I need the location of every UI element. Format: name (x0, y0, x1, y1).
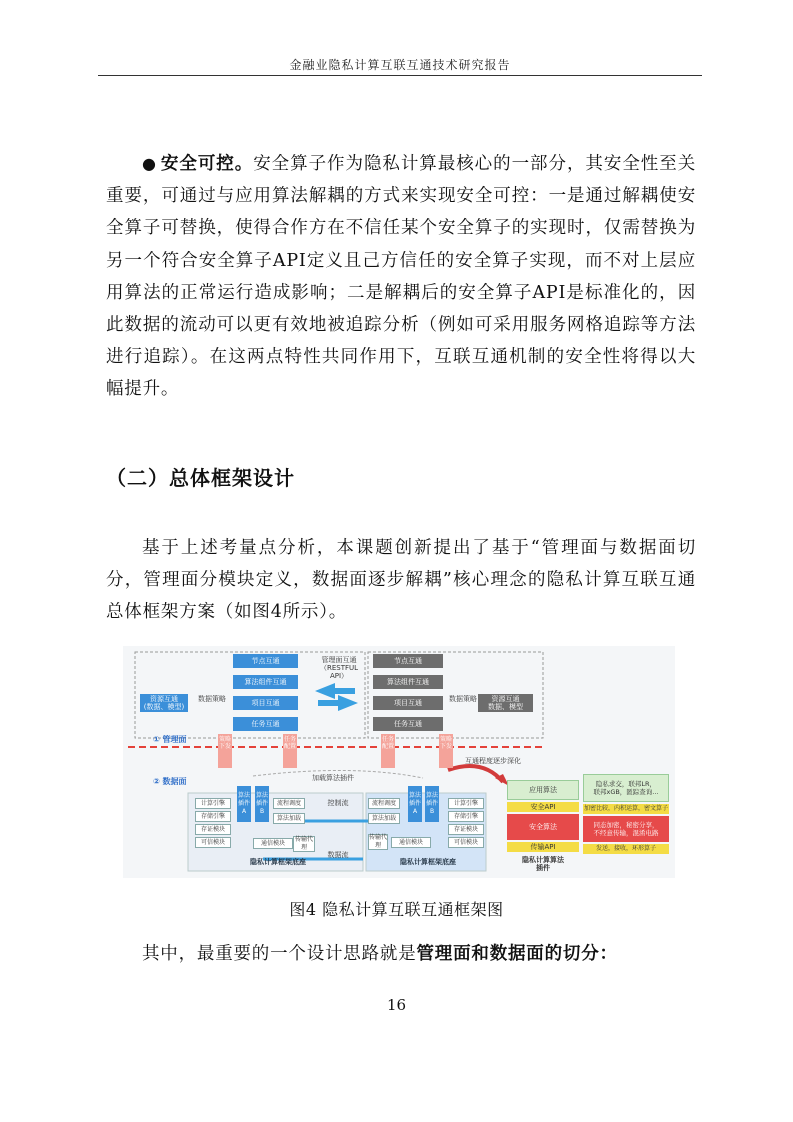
left-trust-module: 可信模块 (195, 837, 231, 848)
right-node-box: 节点互通 (373, 654, 443, 668)
right-trust-module: 可信模块 (448, 837, 484, 848)
header-rule (98, 75, 702, 76)
left-base: 隐私计算框架底座 (250, 858, 306, 866)
info-transport-api: 发送，接收，环形算子 (583, 844, 669, 854)
right-comm-module: 通信模块 (391, 837, 431, 848)
right-project-box: 项目互通 (373, 696, 443, 710)
left-algo-loading: 算法加载 (273, 813, 305, 824)
control-flow-label: 控制流 (327, 799, 349, 807)
right-evidence-module: 存证模块 (448, 824, 484, 835)
left-proxy: 传输代理 (294, 836, 313, 851)
right-flow-scheduling: 流程调度 (368, 798, 400, 809)
left-node-box: 节点互通 (233, 654, 298, 668)
right-storage-engine: 存储引擎 (448, 811, 484, 822)
paragraph-prefix: 其中，最重要的一个设计思路就是 (142, 944, 417, 964)
right-resource-box: 资源互通 数据、模型 (478, 694, 533, 712)
right-base: 隐私计算框架底座 (400, 858, 456, 866)
paragraph-framework-intro: 基于上述考量点分析，本课题创新提出了基于“管理面与数据面切分，管理面分模块定义，数据面逐步解耦”核心理念的隐私计算互联互通总体框架方案（如图4所示）。 (106, 538, 696, 623)
left-comm-module: 通信模块 (253, 838, 293, 849)
info-app-algo: 隐私求交，联邦LR， 联邦xGB，匿踪查询... (583, 774, 669, 802)
right-data-strategy: 数据策略 (449, 695, 477, 703)
stack-security-algo: 安全算法 (507, 814, 579, 840)
left-compute-engine: 计算引擎 (195, 798, 231, 809)
data-flow-label: 数据流 (327, 851, 349, 859)
stack-caption: 隐私计算算法 插件 (522, 856, 564, 872)
tag-task-left: 任务配置 (283, 734, 297, 768)
mgmt-api-label: 管理面互通 （RESTFUL API） (319, 656, 359, 680)
right-proxy: 传输代理 (369, 834, 388, 849)
left-storage-engine: 存储引擎 (195, 811, 231, 822)
plugin-load-label: 加载算法插件 (312, 774, 354, 782)
left-plugin-a: 算法插件A (237, 786, 251, 822)
paragraph-emphasis: 管理面和数据面的切分： (416, 944, 618, 964)
stack-transport-api: 传输API (507, 842, 579, 852)
data-plane-label: ② 数据面 (153, 777, 187, 786)
left-evidence-module: 存证模块 (195, 824, 231, 835)
tag-policy-left: 策略下发 (218, 734, 232, 768)
left-algo-box: 算法组件互通 (233, 675, 298, 689)
paragraph-lead: 安全可控。 (160, 154, 254, 174)
stack-app-algo: 应用算法 (507, 780, 579, 800)
mgmt-plane-label: ① 管理面 (153, 735, 187, 744)
right-plugin-a: 算法插件A (408, 786, 422, 822)
section-heading: （二）总体框架设计 (106, 466, 295, 490)
tag-task-right: 任务配置 (381, 734, 395, 768)
deepening-label: 互通程度逐步深化 (465, 757, 521, 765)
right-algo-box: 算法组件互通 (373, 675, 443, 689)
info-security-algo: 同态加密，秘密分享， 不经意传输，混淆电路 (583, 816, 669, 842)
framework-figure (123, 646, 675, 878)
info-security-api: 加密比较，内积运算，密文算子 (583, 805, 668, 812)
left-plugin-b: 算法插件B (255, 786, 269, 822)
left-flow-scheduling: 流程调度 (273, 798, 305, 809)
left-resource-box: 资源互通 (数据、模型) (140, 694, 188, 712)
bullet-icon: ● (142, 154, 157, 173)
right-algo-loading: 算法加载 (368, 813, 400, 824)
left-task-box: 任务互通 (233, 717, 298, 731)
running-header: 金融业隐私计算互联互通技术研究报告 (289, 58, 511, 72)
right-task-box: 任务互通 (373, 717, 443, 731)
figure-caption: 图4 隐私计算互联互通框架图 (289, 900, 504, 919)
tag-policy-right: 策略下发 (439, 734, 453, 768)
paragraph-text: 安全算子作为隐私计算最核心的一部分，其安全性至关重要，可通过与应用算法解耦的方式来实现安全可控：一是通过解耦使安全算子可替换，使得合作方在不信任某个安全算子的实现时，仅需替换为另一个符合安全算子API定义且己方信任的安全算子实现，而不对上层应用算法的正常运行造成影响；二是解耦后的安全算子API是标准化的，因此数据的流动可以更有效地被追踪分析（例如可采用服务网格追踪等方法进行追踪）。在这两点特性共同作用下，互联互通机制的安全性将得以大幅提升。 (106, 154, 696, 400)
page-number: 16 (386, 996, 407, 1014)
right-compute-engine: 计算引擎 (448, 798, 484, 809)
paragraph-security-control (106, 148, 696, 406)
stack-security-api: 安全API (507, 802, 579, 812)
left-data-strategy: 数据策略 (198, 695, 226, 703)
left-project-box: 项目互通 (233, 696, 298, 710)
paragraph-design-idea (106, 938, 696, 970)
right-plugin-b: 算法插件B (425, 786, 439, 822)
